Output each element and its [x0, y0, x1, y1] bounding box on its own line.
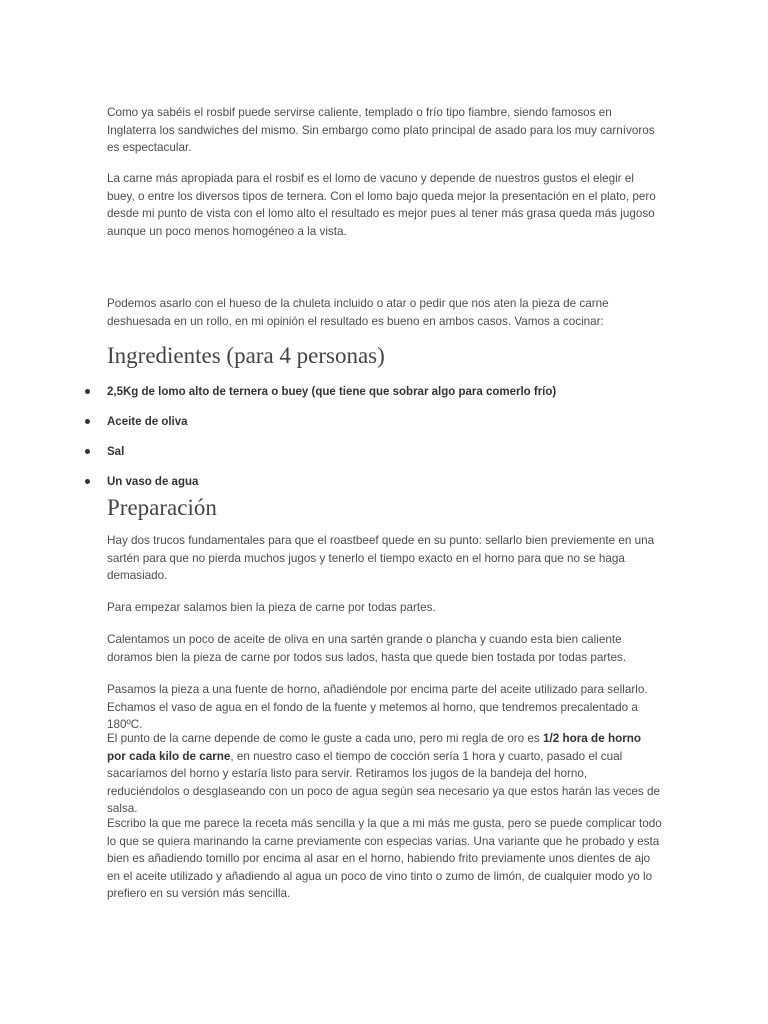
bullet-icon [85, 479, 90, 484]
prep-paragraph-3: Calentamos un poco de aceite de oliva en una sartén grande o plancha y cuando esta bien caliente doramos bien la pieza de carne por todos sus lados, hasta que quede bien tostada por todas partes. [107, 633, 627, 664]
prep-paragraph-2: Para empezar salamos bien la pieza de carne por todas partes. [107, 601, 436, 614]
ingredient-item: Aceite de oliva [107, 416, 188, 428]
intro-paragraph-3: Podemos asarlo con el hueso de la chuleta incluido o atar o pedir que nos aten la pieza de carne deshuesada en un rollo, en mi opinión el resultado es bueno en ambos casos. Vamos a cocinar: [107, 297, 609, 328]
bullet-icon [85, 419, 90, 424]
oven-time-rule: 1/2 hora de horno por cada kilo de carne [107, 732, 642, 763]
bullet-icon [85, 389, 90, 394]
prep-paragraph-5-text: , en nuestro caso el tiempo de cocción sería 1 hora y cuarto, pasado el cual sacaríamos del horno y estaría listo para servir. Retiramos los jugos de la bandeja del horno, reduciéndolos o desglaseando con un poco de agua según sea necesario ya que estos harán las veces de salsa. [107, 749, 660, 816]
ingredient-item: 2,5Kg de lomo alto de ternera o buey (que tiene que sobrar algo para comerlo frío) [107, 386, 557, 398]
prep-paragraph-4: Pasamos la pieza a una fuente de horno, añadiéndole por encima parte del aceite utilizado para sellarlo. Echamos el vaso de agua en el fondo de la fuente y metemos al horno, que tendremos precalentado a 180ºC. [107, 683, 648, 732]
prep-paragraph-1: Hay dos trucos fundamentales para que el roastbeef quede en su punto: sellarlo bien previemente en una sartén para que no pierda muchos jugos y tenerlo el tiempo exacto en el horno para que no se haga demasiado. [107, 534, 655, 583]
prep-paragraph-5 [107, 730, 662, 818]
intro-paragraph-2: La carne más apropiada para el rosbif es el lomo de vacuno y depende de nuestros gustos el elegir el buey, o entre los diversos tipos de ternera. Con el lomo bajo queda mejor la presentación en el plato, pero desde mi punto de vista con el lomo alto el resultado es mejor pues al tener más grasa queda más jugoso aunque un poco menos homogéneo a la vista. [107, 172, 656, 238]
ingredient-item: Un vaso de agua [107, 476, 199, 488]
intro-paragraph-1: Como ya sabéis el rosbif puede servirse caliente, templado o frío tipo fiambre, siendo famosos en Inglaterra los sandwiches del mismo. Sin embargo como plato principal de asado para los muy carnívoros es espectacular. [107, 106, 655, 155]
prep-paragraph-5-text: El punto de la carne depende de como le guste a cada uno, pero mi regla de oro es [107, 732, 543, 745]
bullet-icon [85, 449, 90, 454]
ingredient-item: Sal [107, 446, 125, 458]
preparation-heading: Preparación [107, 495, 217, 520]
ingredients-heading: Ingredientes (para 4 personas) [107, 343, 385, 368]
prep-paragraph-6: Escribo la que me parece la receta más sencilla y la que a mi más me gusta, pero se puede complicar todo lo que se quiera marinando la carne previamente con especias varias. Una variante que he probado y esta bien es añadiendo tomillo por encima al asar en el horno, habiendo frito previamente unos dientes de ajo en el aceite utilizado y añadiendo al agua un poco de vino tinto o zumo de limón, de cualquier modo yo lo prefiero en su versión más sencilla. [107, 817, 662, 901]
